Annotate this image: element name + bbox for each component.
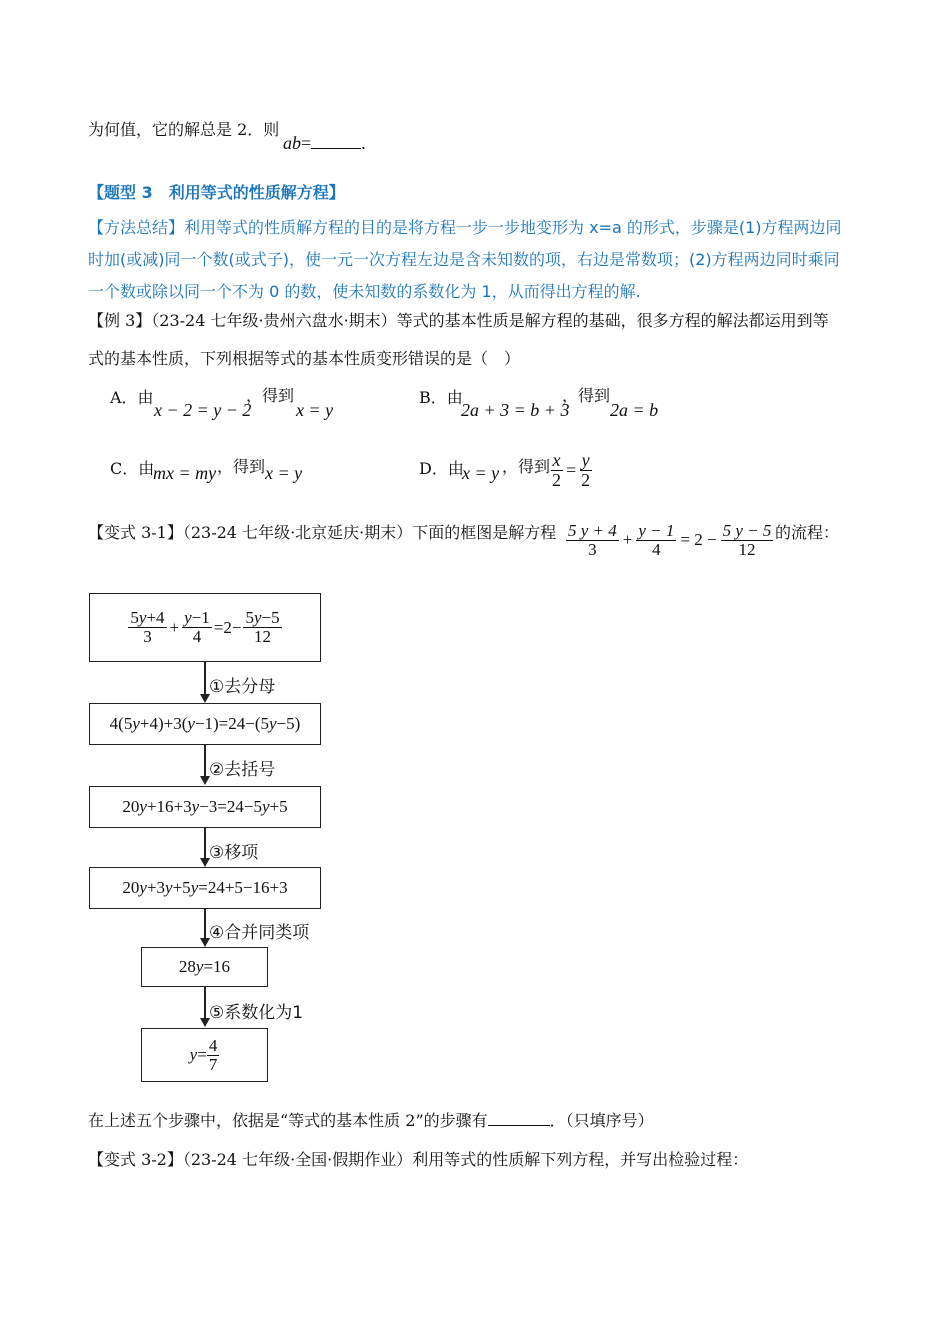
frac-num: y	[581, 450, 590, 470]
eq-frac-3	[721, 522, 774, 559]
flow-plus: +	[169, 617, 180, 637]
flow-box-5: 28 y =16	[141, 947, 268, 987]
option-d-eq: =	[566, 459, 577, 480]
option-a-label: A．由	[110, 388, 154, 407]
method-line-1: 【方法总结】利用等式的性质解方程的目的是将方程一步一步地变形为 x=a 的形式，步骤是(1)方程两边同	[88, 218, 842, 237]
flow-box-6	[141, 1028, 268, 1082]
option-c[interactable]	[110, 459, 154, 478]
flow-box-3: 20 y +16+3 y −3=24−5 y +5	[89, 786, 321, 828]
frac-num: 5y−5	[245, 608, 280, 628]
option-b-label: B．由	[419, 388, 463, 407]
option-d-from: x = y	[462, 463, 500, 483]
flow-box-6-lhs: y=	[189, 1045, 207, 1064]
eq-plus: +	[622, 530, 633, 550]
option-b-to: 2a = b	[610, 400, 659, 420]
option-a-to: x = y	[296, 400, 334, 420]
frac-den: 4	[652, 539, 661, 559]
flow-line-4	[204, 909, 206, 939]
top-line-text: 为何值，它的解总是 2．则	[88, 120, 280, 139]
option-d-frac-y	[579, 451, 592, 490]
frac-den: 2	[552, 469, 561, 490]
flow-line-5	[204, 987, 206, 1019]
option-b-mid: ，得到	[562, 386, 611, 405]
section-heading: 【题型 3 利用等式的性质解方程】	[88, 183, 345, 202]
top-line-eq: =	[301, 133, 312, 153]
option-c-to: x = y	[265, 463, 303, 483]
option-d-frac-x	[550, 451, 563, 490]
option-b-from: 2a + 3 = b + 3	[461, 400, 570, 420]
method-line-2: 时加(或减)同一个数(或式子)，使一元一次方程左边是含未知数的项，右边是常数项；(2)方程两边同时乘同	[88, 250, 840, 269]
method-summary	[88, 212, 842, 308]
eq-mid: = 2 −	[680, 530, 717, 550]
flow-frac-4-7	[207, 1037, 220, 1074]
top-line-math	[283, 133, 366, 154]
option-a[interactable]	[110, 388, 154, 407]
variant-3-2: 【变式 3-2】（23-24 七年级·全国·假期作业）利用等式的性质解下列方程，并写出检验过程：	[88, 1150, 749, 1169]
flow-line-1	[204, 662, 206, 696]
question-line	[88, 1113, 654, 1129]
flow-line-3	[204, 828, 206, 859]
variant-3-1-intro: 【变式 3-1】（23-24 七年级·北京延庆·期末）下面的框图是解方程	[88, 523, 557, 542]
option-d-label: D．由	[419, 459, 464, 478]
option-b[interactable]	[419, 388, 463, 407]
option-d-to	[550, 451, 592, 490]
flow-box-2: 4(5 y +4)+3( y −1)=24−(5 y −5)	[89, 703, 321, 745]
flow-step-3: ③移项	[209, 843, 259, 863]
flow-line-2	[204, 745, 206, 777]
top-line	[88, 122, 279, 138]
frac-num: 5 y + 4	[568, 521, 617, 540]
flow-box-1-eq	[128, 609, 281, 646]
flow-mid: =2−	[213, 617, 242, 637]
answer-blank[interactable]	[311, 148, 361, 149]
frac-num: y−1	[184, 608, 210, 628]
frac-num: x	[552, 450, 561, 470]
example-3-line-1: 【例 3】（23-24 七年级·贵州六盘水·期末）等式的基本性质是解方程的基础，很多方程的解法都运用到等	[88, 311, 829, 330]
flow-frac-2	[182, 609, 212, 646]
variant-3-1-tail: 的流程：	[775, 523, 840, 542]
top-line-var: ab	[283, 133, 301, 153]
example-3-line-2: 式的基本性质，下列根据等式的基本性质变形错误的是（ ）	[88, 349, 521, 368]
question-text: 在上述五个步骤中，依据是“等式的基本性质 2”的步骤有	[88, 1111, 488, 1130]
option-c-mid: ，得到	[217, 457, 266, 476]
frac-den: 7	[208, 1054, 218, 1074]
flow-step-1: ①去分母	[209, 677, 276, 697]
frac-den: 4	[192, 627, 202, 646]
eq-frac-1	[566, 522, 619, 559]
flow-box-1	[89, 593, 321, 662]
top-line-end: .	[361, 133, 366, 153]
frac-den: 2	[581, 469, 591, 490]
frac-den: 12	[254, 627, 272, 646]
flow-step-4: ④合并同类项	[209, 923, 310, 943]
option-c-from: mx = my	[153, 463, 217, 483]
flow-box-6-eq	[190, 1037, 220, 1074]
option-c-label: C．由	[110, 459, 155, 478]
flow-step-5: ⑤系数化为1	[209, 1003, 304, 1023]
option-a-from: x − 2 = y − 2	[154, 400, 252, 420]
frac-num: y − 1	[638, 521, 675, 540]
frac-num: 4	[208, 1035, 218, 1055]
option-d[interactable]	[419, 459, 464, 478]
method-line-3: 一个数或除以同一个不为 0 的数，使未知数的系数化为 1，从而得出方程的解.	[88, 282, 641, 301]
flow-frac-1	[128, 609, 166, 646]
flow-step-2: ②去括号	[209, 760, 276, 780]
variant-3-1-equation	[566, 522, 773, 559]
flow-frac-3	[243, 609, 281, 646]
question-end: ．（只填序号）	[549, 1111, 654, 1130]
frac-den: 3	[588, 539, 597, 559]
frac-num: 5y+4	[130, 608, 165, 628]
eq-frac-2	[636, 522, 676, 559]
frac-den: 12	[738, 539, 756, 559]
option-d-mid: ，得到	[502, 457, 551, 476]
flow-box-4: 20 y +3 y +5 y =24+5−16+3	[89, 867, 321, 909]
option-a-mid: ，得到	[246, 386, 295, 405]
frac-den: 3	[143, 627, 152, 646]
frac-num: 5 y − 5	[722, 521, 772, 540]
question-blank[interactable]	[488, 1125, 550, 1126]
